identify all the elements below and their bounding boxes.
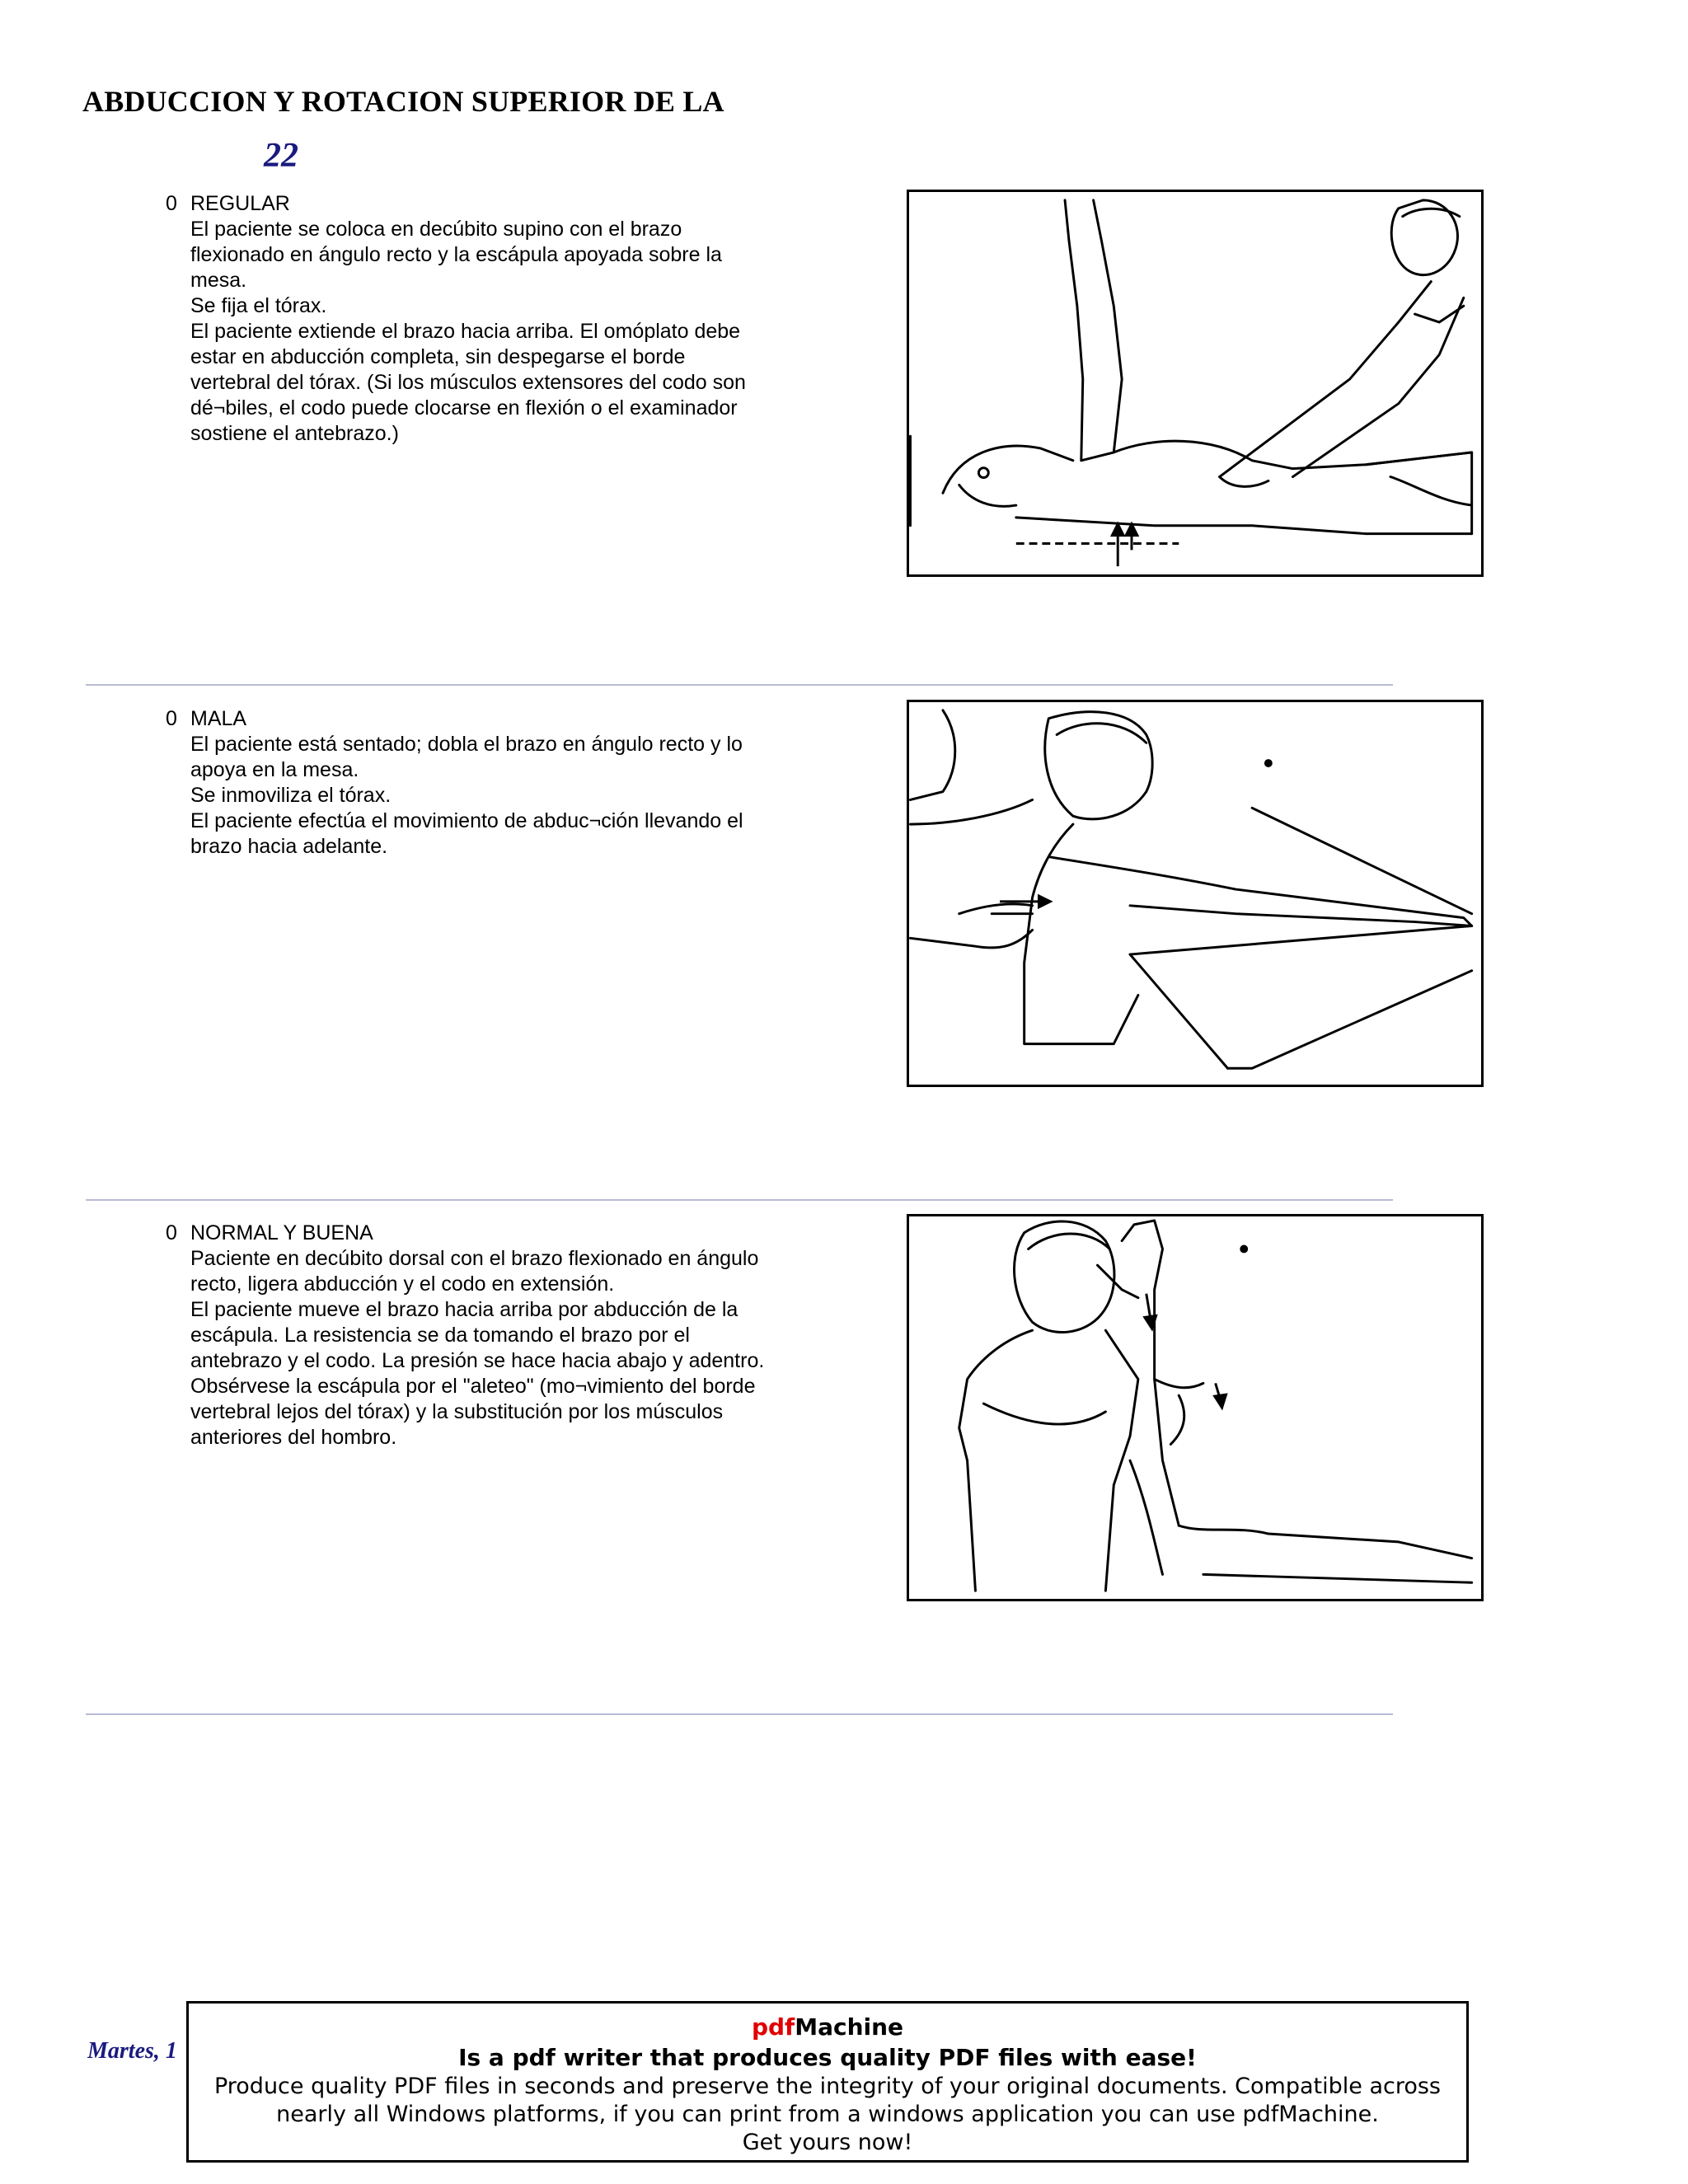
grade-description bbox=[190, 732, 767, 860]
page-title: ABDUCCION Y ROTACION SUPERIOR DE LA bbox=[82, 85, 724, 118]
illustration-drawing bbox=[909, 192, 1481, 574]
description-line: El paciente extiende el brazo hacia arriba. El omóplato debe estar en abducción completa, sin despegarse el borde vertebral del tórax. (Si los músculos extensores del codo son dé¬biles, el codo puede clocarse en flexión o el examinador sostiene el antebrazo.) bbox=[190, 320, 746, 445]
grade-heading bbox=[166, 706, 246, 732]
section-divider bbox=[86, 1199, 1393, 1201]
grade-number: 0 bbox=[166, 192, 177, 215]
description-line: Se fija el tórax. bbox=[190, 294, 327, 317]
grade-heading bbox=[166, 1221, 373, 1246]
ad-call-to-action: Get yours now! bbox=[742, 2130, 913, 2155]
description-line: El paciente efectúa el movimiento de abduc¬ción llevando el brazo hacia adelante. bbox=[190, 809, 743, 858]
ad-body bbox=[189, 2073, 1466, 2157]
resisted-arm-raise-illustration bbox=[907, 1214, 1484, 1601]
description-line: El paciente mueve el brazo hacia arriba por abducción de la escápula. La resistencia se da tomando el brazo por el antebrazo y el codo. La presión se hace hacia abajo y adentro. Obsérvese la escápula por el "aleteo" (mo¬vimiento del borde vertebral lejos del tórax) y la substitución por los músculos anteriores del hombro. bbox=[190, 1298, 765, 1449]
illustration-drawing bbox=[909, 702, 1481, 1085]
section-divider bbox=[86, 1713, 1393, 1715]
footer-date: Martes, 1 bbox=[87, 2038, 177, 2064]
ad-tagline: Is a pdf writer that produces quality PDF files with ease! bbox=[458, 2044, 1197, 2071]
ad-body-line: nearly all Windows platforms, if you can print from a windows application you can use pdfMachine. bbox=[276, 2102, 1379, 2127]
grade-heading bbox=[166, 191, 290, 217]
grade-number: 0 bbox=[166, 1221, 177, 1244]
grade-description bbox=[190, 217, 767, 447]
ad-brand-pdf: pdf bbox=[751, 2013, 795, 2041]
section-divider bbox=[86, 684, 1393, 686]
ad-brand-machine: Machine bbox=[795, 2013, 904, 2041]
grade-label: NORMAL Y BUENA bbox=[190, 1221, 373, 1244]
grade-number: 0 bbox=[166, 707, 177, 730]
grade-description bbox=[190, 1246, 767, 1451]
grade-label: MALA bbox=[190, 707, 247, 730]
description-line: Se inmoviliza el tórax. bbox=[190, 784, 392, 807]
description-line: Paciente en decúbito dorsal con el brazo flexionado en ángulo recto, ligera abducción y el codo en extensión. bbox=[190, 1247, 759, 1296]
description-line: El paciente está sentado; dobla el brazo en ángulo recto y lo apoya en la mesa. bbox=[190, 733, 743, 781]
page-number: 22 bbox=[264, 137, 298, 175]
illustration-drawing bbox=[909, 1216, 1481, 1599]
ad-brand bbox=[189, 2013, 1466, 2041]
ad-body-line: Produce quality PDF files in seconds and preserve the integrity of your original documents. Compatible across bbox=[213, 2074, 1442, 2099]
seated-arm-on-table-illustration bbox=[907, 700, 1484, 1087]
description-line: El paciente se coloca en decúbito supino con el brazo flexionado en ángulo recto y la escápula apoyada sobre la mesa. bbox=[190, 218, 722, 292]
pdfmachine-ad-banner bbox=[186, 2001, 1469, 2163]
grade-label: REGULAR bbox=[190, 192, 290, 215]
supine-arm-raise-illustration bbox=[907, 190, 1484, 577]
